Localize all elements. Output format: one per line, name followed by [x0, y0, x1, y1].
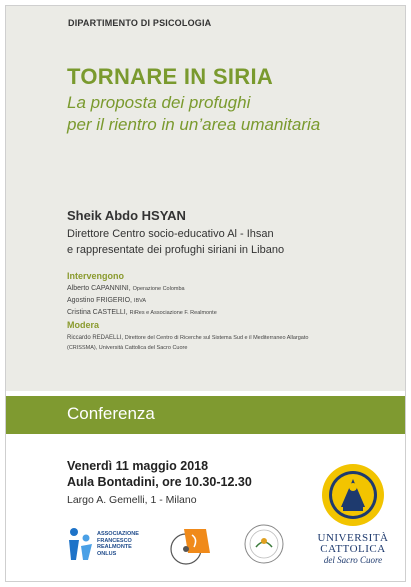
subtitle-line-1: La proposta dei profughi	[67, 93, 251, 112]
speaker-role	[67, 226, 284, 258]
event-title: TORNARE IN SIRIA	[67, 64, 274, 89]
event-subtitle	[67, 92, 320, 136]
university-line-2: CATTOLICA	[320, 543, 386, 555]
intervention-person-2	[67, 297, 146, 304]
speaker-role-line-1: Direttore Centro socio-educativo Al - Ihsan	[67, 228, 274, 240]
association-line-2: FRANCESCO	[97, 537, 132, 544]
person-name: Cristina CASTELLI,	[67, 309, 128, 316]
moderator-label: Modera	[67, 320, 100, 330]
subtitle-line-2: per il rientro in un’area umanitaria	[67, 115, 321, 134]
university-logo-text	[306, 533, 400, 566]
partner-logo-round-icon	[243, 523, 285, 565]
event-room-time: Aula Bontadini, ore 10.30-12.30	[67, 475, 252, 489]
partner-logo-orange-icon	[166, 523, 216, 569]
event-schedule	[67, 458, 252, 490]
moderator-details	[67, 333, 397, 353]
moderator-affiliation-2: (CRISSMA), Università Cattolica del Sacro Cuore	[67, 345, 188, 351]
association-line-1: ASSOCIAZIONE	[97, 531, 139, 537]
person-affiliation: IBVA	[133, 298, 147, 304]
university-line-3: del Sacro Cuore	[323, 555, 383, 565]
intervention-person-1	[67, 285, 185, 292]
person-name: Alberto CAPANNINI,	[67, 285, 131, 292]
association-name	[97, 531, 139, 557]
interventions-label: Intervengono	[67, 271, 125, 281]
moderator-line-1	[67, 333, 397, 343]
association-logo-icon	[66, 526, 96, 562]
department-label: DIPARTIMENTO DI PSICOLOGIA	[68, 18, 212, 28]
speaker-name: Sheik Abdo HSYAN	[67, 208, 186, 223]
intervention-person-3	[67, 309, 217, 316]
person-affiliation: RiRes e Associazione F. Realmonte	[129, 310, 217, 316]
university-seal-icon	[321, 463, 385, 527]
moderator-name: Riccardo REDAELLI,	[67, 335, 124, 341]
event-date: Venerdì 11 maggio 2018	[67, 459, 209, 473]
conference-band	[6, 396, 405, 434]
event-address: Largo A. Gemelli, 1 - Milano	[67, 494, 197, 506]
speaker-role-line-2: e rappresentate dei profughi siriani in Libano	[67, 244, 285, 256]
university-line-1: UNIVERSITÀ	[317, 532, 389, 544]
association-line-4: ONLUS	[97, 550, 117, 557]
person-affiliation: Operazione Colomba	[132, 286, 185, 292]
moderator-affiliation-1: Direttore del Centro di Ricerche sul Sistema Sud e il Mediterraneo Allargato	[124, 335, 309, 341]
association-line-3: REALMONTE	[97, 544, 132, 550]
person-name: Agostino FRIGERIO,	[67, 297, 132, 304]
conference-label: Conferenza	[67, 404, 155, 423]
